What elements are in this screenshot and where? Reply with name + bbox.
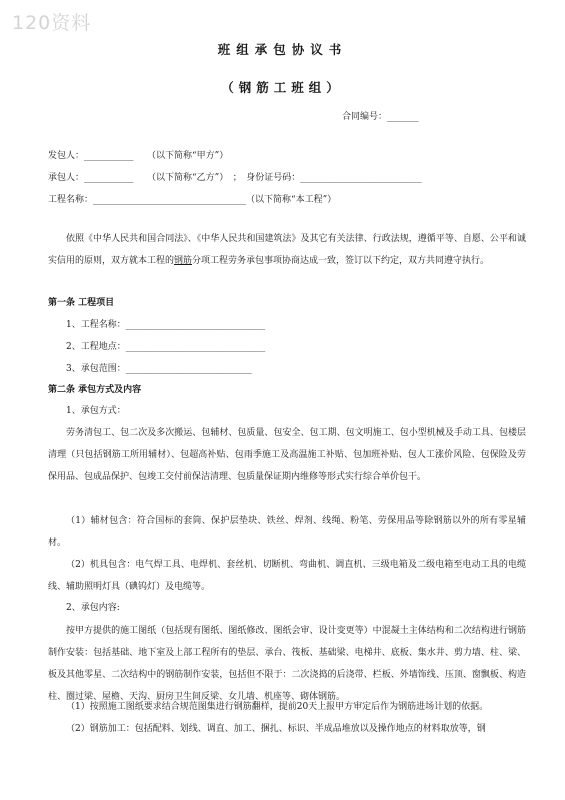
contract-mode-paragraph: 劳务清包工、包二次及多次搬运、包辅材、包质量、包安全、包工期、包文明施工、包小型机械及手动工具、包楼层清理（只包括钢筋工所用辅材）、包超高补贴、包雨季施工及高温施工补贴、包加班补贴、包人工涨价风险、包保险及劳保用品、包成品保护、包竣工交付前保洁清理、包质量保证期内维修等形式实行综合单价包干。 bbox=[48, 428, 526, 482]
rebar-processing-paragraph: （2）钢筋加工：包括配料、划线、调直、加工、捆扎、标识、半成品堆放以及操作地点的材料取放等，钢 bbox=[66, 724, 486, 734]
article-2-heading: 第二条 承包方式及内容 bbox=[48, 385, 142, 395]
document-subtitle: （钢筋工班组） bbox=[221, 80, 344, 95]
project-name-line: 工程名称：__________________________________（以下简称“本工程”） bbox=[48, 195, 337, 205]
article-2-sub-1: 1、承包方式： bbox=[66, 406, 126, 416]
article-2-sub-2: 2、承包内容: bbox=[66, 603, 120, 613]
watermark: 120资料 bbox=[12, 12, 92, 34]
intro-underlined-term: 钢筋 bbox=[174, 256, 193, 266]
intro-text-before: 依照《中华人民共和国合同法》、《中华人民共和国建筑法》及其它有关法律、行政法规，遵循平等、自愿、公平和诚实信用的原则，双方就本工程的 bbox=[48, 234, 526, 266]
machinery-paragraph: （2）机具包含：电气焊工具、电焊机、套丝机、切断机、弯曲机、调直机、三级电箱及二级电箱至电动工具的电缆线、辅助照明灯具（碘钨灯）及电缆等。 bbox=[48, 560, 526, 592]
rebar-detailing-paragraph: （1）按照施工图纸要求结合规范图集进行钢筋翻样，提前20天上报甲方审定后作为钢筋进场计划的依据。 bbox=[66, 702, 489, 712]
contract-number: 合同编号：_______ bbox=[342, 112, 419, 122]
auxiliary-materials-paragraph: （1）辅材包含：符合国标的套筒、保护层垫块、铁丝、焊剂、线绳、粉笔、劳保用品等除钢筋以外的所有零星辅材。 bbox=[48, 516, 526, 548]
article-1-item-3: 3、承包范围：____________________________ bbox=[66, 364, 252, 374]
contractor-line: 承包人：___________ （以下简称“乙方”） ； 身份证号码：___________________________ bbox=[48, 173, 422, 183]
article-1-heading: 第一条 工程项目 bbox=[48, 298, 115, 308]
document-title: 班组承包协议书 bbox=[217, 42, 348, 57]
intro-paragraph bbox=[48, 228, 526, 272]
contract-content-paragraph: 按甲方提供的施工图纸（包括现有图纸、图纸修改、图纸会审、设计变更等）中混凝土主体结构和二次结构进行钢筋制作安装：包括基础、地下室及上部工程所有的垫层、承台、筏板、基础梁、电梯井、底板、集水井、剪力墙、柱、梁、板及其他零星、二次结构中的钢筋制作安装，包括但不限于：二次浇捣的后浇带、栏板、外墙饰线、压顶、窗飘板、构造柱、圈过梁、屋檐、天沟、厨房卫生间反梁、女儿墙、机座等、砌体钢筋。 bbox=[48, 626, 526, 702]
employer-line: 发包人：___________ （以下简称“甲方”） bbox=[48, 151, 229, 161]
intro-text-after: 分项工程劳务承包事项协商达成一致，签订以下约定，双方共同遵守执行。 bbox=[192, 256, 490, 266]
article-1-item-1: 1、工程名称：_______________________________ bbox=[66, 320, 266, 330]
article-1-item-2: 2、工程地点：_______________________________ bbox=[66, 342, 266, 352]
